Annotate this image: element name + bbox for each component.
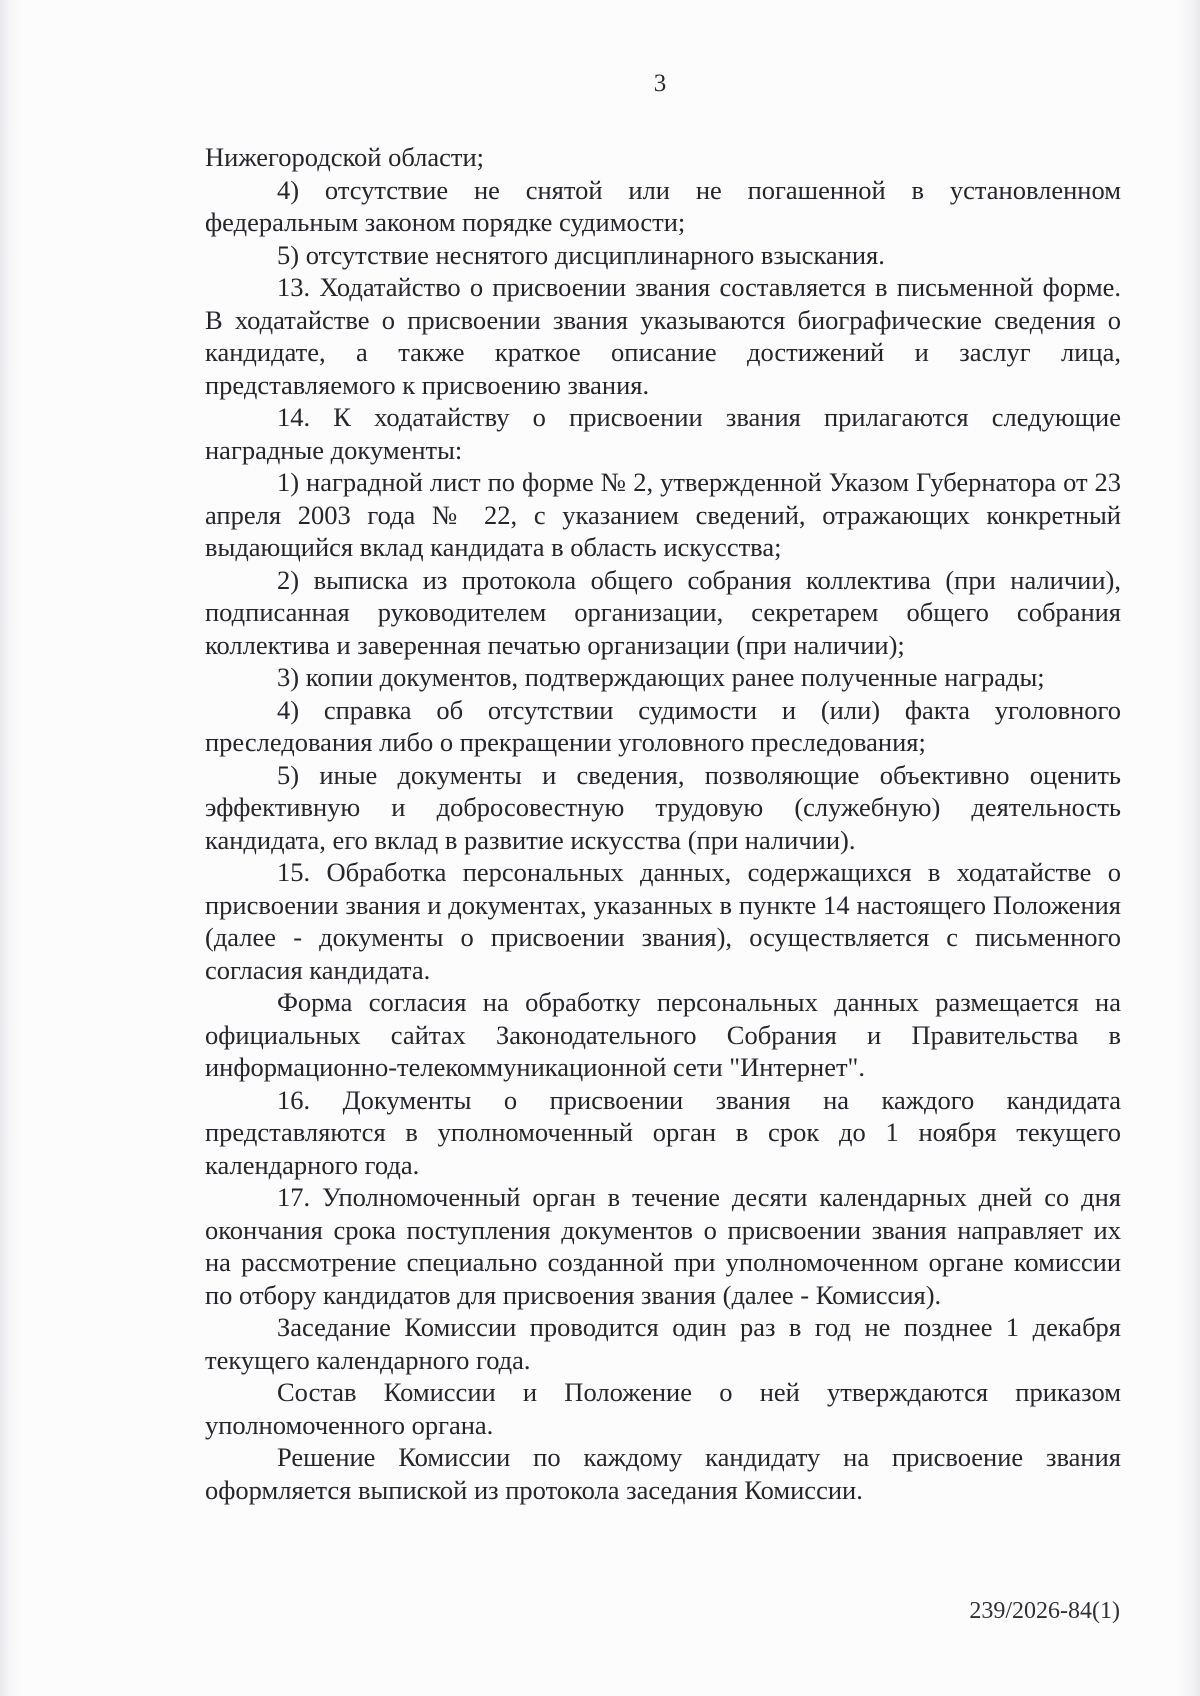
paragraph: 3) копии документов, подтверждающих ранее полученные награды; [277, 662, 1045, 692]
paragraph: 4) отсутствие не снятой или не погашенной в установленном федеральным законом порядке судимости; [205, 174, 1121, 237]
paragraph: 17. Уполномоченный орган в течение десяти календарных дней со дня окончания срока поступления документов о присвоении звания направляет их на рассмотрение специально созданной при уполномоченном органе комиссии по отбору кандидатов для присвоения звания (далее - Комиссия). [205, 1182, 1121, 1310]
paragraph: 4) справка об отсутствии судимости и (или) факта уголовного преследования либо о прекращении уголовного преследования; [205, 694, 1121, 757]
paragraph: Решение Комиссии по каждому кандидату на присвоение звания оформляется выпиской из протокола заседания Комиссии. [205, 1442, 1121, 1505]
paragraph: 16. Документы о присвоении звания на каждого кандидата представляются в уполномоченный орган в срок до 1 ноября текущего календарного года. [205, 1084, 1121, 1180]
paragraph: Состав Комиссии и Положение о ней утверждаются приказом уполномоченного органа. [205, 1377, 1121, 1440]
paragraph: 1) наградной лист по форме № 2, утвержденной Указом Губернатора от 23 апреля 2003 года № 22, с указанием сведений, отражающих конкретный выдающийся вклад кандидата в область искусства; [205, 467, 1121, 562]
page-number: 3 [653, 70, 667, 97]
document-registration-code: 239/2026-84(1) [969, 1598, 1120, 1624]
paragraph: 2) выписка из протокола общего собрания коллектива (при наличии), подписанная руководителем организации, секретарем общего собрания коллектива и заверенная печатью организации (при наличии); [205, 564, 1121, 660]
paragraph: 5) иные документы и сведения, позволяющие объективно оценить эффективную и добросовестную трудовую (служебную) деятельность кандидата, его вклад в развитие искусства (при наличии). [205, 759, 1121, 855]
paragraph: 5) отсутствие неснятого дисциплинарного взыскания. [277, 239, 885, 270]
paragraph: Заседание Комиссии проводится один раз в год не позднее 1 декабря текущего календарного года. [205, 1312, 1121, 1375]
document-body [205, 141, 1121, 1506]
paragraph: 15. Обработка персональных данных, содержащихся в ходатайстве о присвоении звания и документах, указанных в пункте 14 настоящего Положения (далее - документы о присвоении звания), осуществляется с письменного согласия кандидата. [205, 857, 1121, 985]
paragraph: Форма согласия на обработку персональных данных размещается на официальных сайтах Законодательного Собрания и Правительства в информационно-телекоммуникационной сети "Интернет". [205, 987, 1121, 1082]
paragraph: 13. Ходатайство о присвоении звания составляется в письменной форме. В ходатайстве о присвоении звания указываются биографические сведения о кандидате, а также краткое описание достижений и заслуг лица, представляемого к присвоению звания. [205, 272, 1121, 400]
paragraph: 14. К ходатайству о присвоении звания прилагаются следующие наградные документы: [205, 402, 1121, 465]
paragraph: Нижегородской области; [205, 142, 485, 172]
